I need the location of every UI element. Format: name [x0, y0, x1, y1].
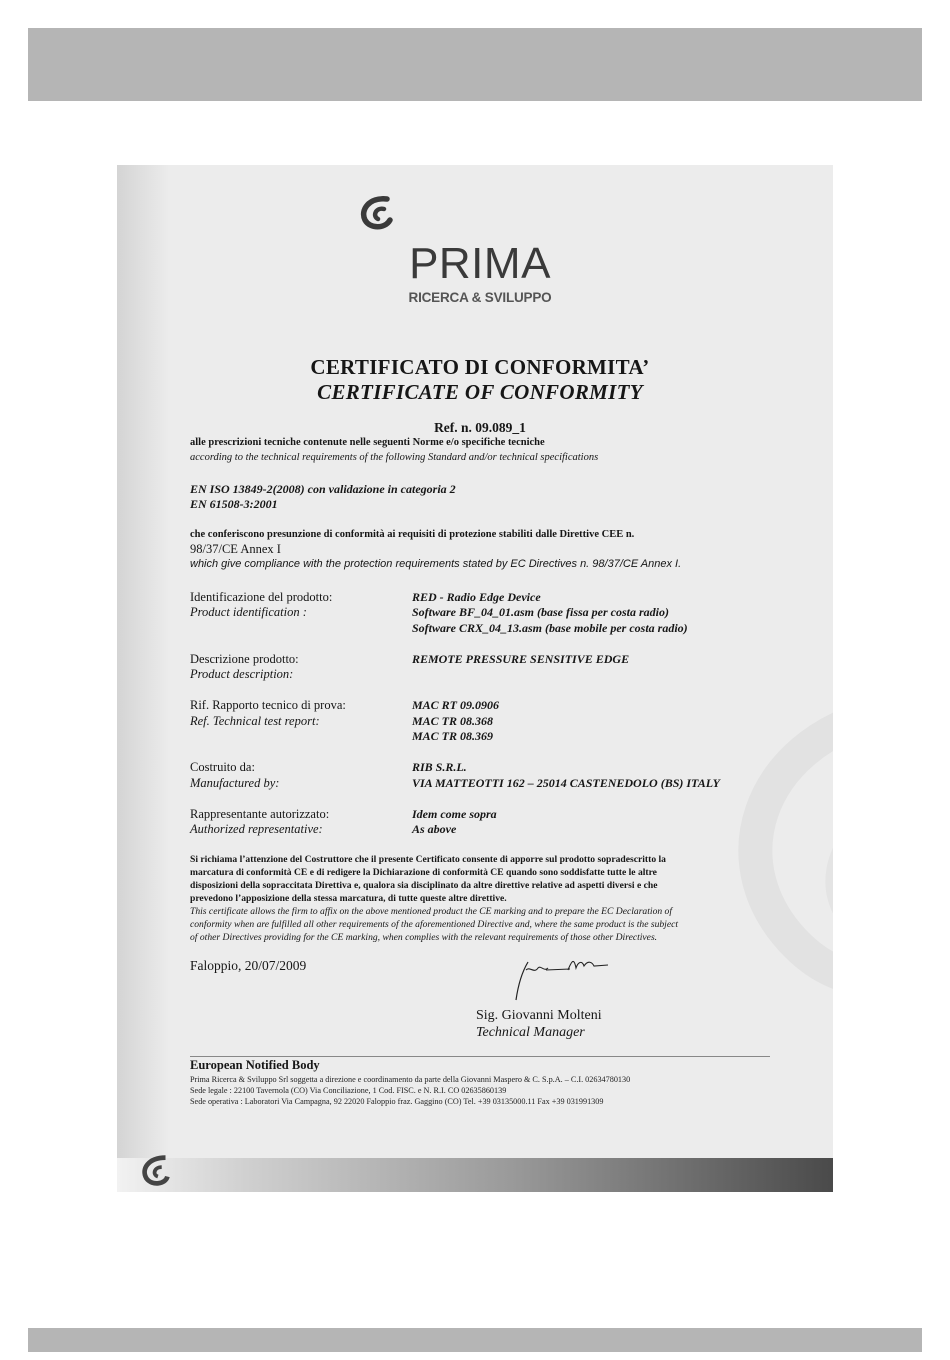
- footer-divider: [190, 1056, 770, 1057]
- logo-wordmark: PRIMA: [409, 239, 551, 288]
- notice-it-line-3: disposizioni della sopraccitata Direttiva e, qualora sia disciplinato da altre direttive relative ad aspetti diversi e che: [190, 880, 658, 891]
- notified-body-line-3: Sede operativa : Laboratori Via Campagna, 92 22020 Faloppio fraz. Gaggino (CO) Tel. +39 03135000.11 Fax +39 031991309: [190, 1097, 604, 1106]
- logo-subtitle: RICERCA & SVILUPPO: [408, 290, 552, 305]
- representative-value-1: Idem come sopra: [412, 807, 497, 821]
- product-id-value-3: Software CRX_04_13.asm (base mobile per costa radio): [412, 621, 688, 635]
- standard-1: EN ISO 13849-2(2008) con validazione in categoria 2: [190, 482, 456, 496]
- test-report-value-1: MAC RT 09.0906: [412, 698, 500, 712]
- notice-en-line-2: conformity when are fulfilled all other requirements of the aforementioned Directive and, where the same product is the subject: [190, 919, 679, 930]
- notice-it-line-2: marcatura di conformità CE e di redigere la Dichiarazione di conformità CE quando sono soddisfatte tutte le altre: [190, 867, 657, 878]
- test-report-value-2: MAC TR 08.368: [412, 714, 494, 728]
- product-desc-value: REMOTE PRESSURE SENSITIVE EDGE: [412, 652, 630, 666]
- notice-en-line-3: of other Directives providing for the CE marking, when complies with the relevant requirements of those other Directives.: [190, 932, 658, 943]
- prima-swirl-small-icon: [137, 1150, 175, 1188]
- test-report-value-3: MAC TR 08.369: [412, 729, 494, 743]
- notice-en-line-1: This certificate allows the firm to affix on the above mentioned product the CE marking and to prepare the EC Declaration of: [190, 906, 673, 917]
- directive-italian: che conferiscono presunzione di conformità ai requisiti di protezione stabiliti dalle Direttive CEE n.: [190, 529, 635, 540]
- manufacturer-label-it: Costruito da:: [190, 760, 255, 774]
- bottom-banner: [28, 1328, 922, 1352]
- watermark-swirl-icon: [677, 685, 833, 1065]
- place-date: Faloppio, 20/07/2009: [190, 958, 307, 973]
- scan-left-edge: [117, 165, 169, 1192]
- notified-body-line-2: Sede legale : 22100 Tavernola (CO) Via Conciliazione, 1 Cod. FISC. e N. R.I. CO 02635860139: [190, 1086, 507, 1095]
- footer-strip: [117, 1158, 833, 1192]
- signer-role: Technical Manager: [476, 1025, 585, 1040]
- product-desc-label-en: Product description:: [190, 667, 294, 681]
- notified-body-line-1: Prima Ricerca & Sviluppo Srl soggetta a direzione e coordinamento da parte della Giovanni Maspero & C. S.p.A. – C.I. 02634780130: [190, 1075, 631, 1084]
- representative-value-2: As above: [412, 822, 457, 836]
- intro-italian: alle prescrizioni tecniche contenute nelle seguenti Norme e/o specifiche tecniche: [190, 437, 545, 448]
- intro-english: according to the technical requirements of the following Standard and/or technical specifications: [190, 452, 599, 463]
- manufacturer-value-2: VIA MATTEOTTI 162 – 25014 CASTENEDOLO (BS) ITALY: [412, 776, 720, 790]
- signer-name: Sig. Giovanni Molteni: [476, 1008, 602, 1023]
- notified-body-title: European Notified Body: [190, 1058, 320, 1072]
- test-report-label-it: Rif. Rapporto tecnico di prova:: [190, 698, 346, 712]
- signature: [508, 956, 618, 1004]
- product-id-label-it: Identificazione del prodotto:: [190, 590, 333, 604]
- directive-english: which give compliance with the protection requirements stated by EC Directives n. 98/37/CE Annex I.: [190, 558, 682, 570]
- title-italian: CERTIFICATO DI CONFORMITA’: [310, 355, 650, 379]
- representative-label-it: Rappresentante autorizzato:: [190, 807, 330, 821]
- reference-number: Ref. n. 09.089_1: [434, 420, 526, 435]
- title-english: CERTIFICATE OF CONFORMITY: [317, 380, 643, 404]
- test-report-label-en: Ref. Technical test report:: [190, 714, 320, 728]
- product-id-label-en: Product identification :: [190, 605, 307, 619]
- product-id-value-1: RED - Radio Edge Device: [412, 590, 541, 604]
- top-banner: [28, 28, 922, 101]
- representative-label-en: Authorized representative:: [190, 822, 323, 836]
- notice-it-line-4: prevedono l’apposizione della stessa marcatura, di tutte queste altre direttive.: [190, 893, 507, 904]
- manufacturer-label-en: Manufactured by:: [190, 776, 280, 790]
- manufacturer-value-1: RIB S.R.L.: [412, 760, 467, 774]
- product-desc-label-it: Descrizione prodotto:: [190, 652, 299, 666]
- directive-italian-2: 98/37/CE Annex I: [190, 542, 281, 556]
- product-id-value-2: Software BF_04_01.asm (base fissa per costa radio): [412, 605, 670, 619]
- prima-swirl-icon: [357, 192, 397, 232]
- notice-it-line-1: Si richiama l’attenzione del Costruttore che il presente Certificato consente di apporre sul prodotto sopradescritto la: [190, 854, 666, 865]
- standard-2: EN 61508-3:2001: [190, 497, 278, 511]
